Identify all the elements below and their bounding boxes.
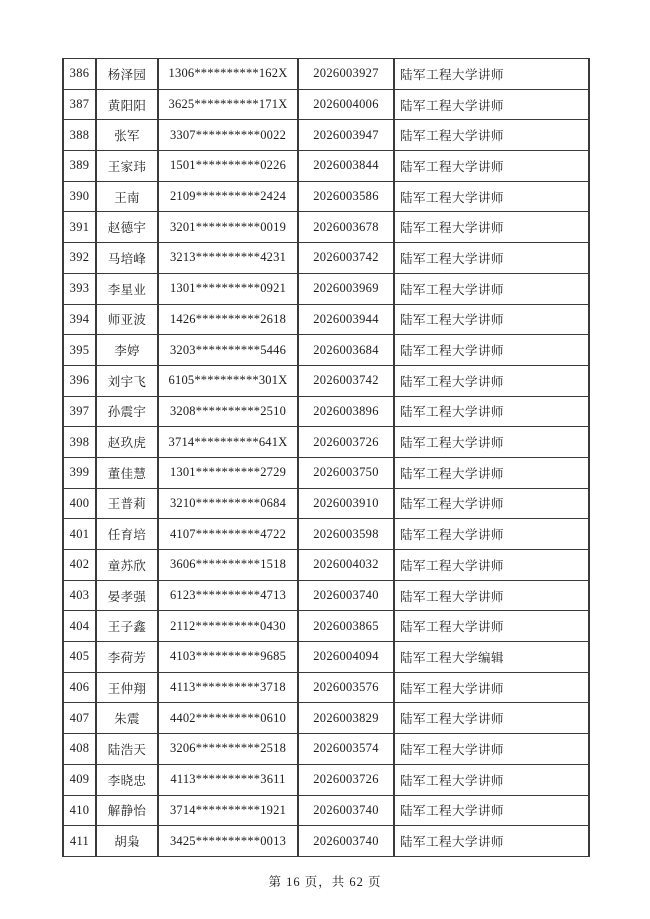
cell-code: 2026004094 bbox=[298, 642, 394, 673]
cell-name: 赵德宇 bbox=[96, 212, 158, 243]
cell-id-number: 3714**********1921 bbox=[158, 795, 298, 826]
cell-index: 400 bbox=[63, 488, 96, 519]
cell-id-number: 1301**********2729 bbox=[158, 457, 298, 488]
table-row bbox=[63, 826, 589, 857]
cell-index: 399 bbox=[63, 457, 96, 488]
table-row bbox=[63, 151, 589, 182]
cell-code: 2026003750 bbox=[298, 457, 394, 488]
cell-name: 胡枭 bbox=[96, 826, 158, 857]
roster-table-body bbox=[63, 59, 589, 857]
cell-id-number: 4113**********3611 bbox=[158, 764, 298, 795]
cell-name: 杨泽园 bbox=[96, 59, 158, 90]
cell-code: 2026003726 bbox=[298, 427, 394, 458]
cell-code: 2026003586 bbox=[298, 181, 394, 212]
cell-index: 410 bbox=[63, 795, 96, 826]
cell-id-number: 3425**********0013 bbox=[158, 826, 298, 857]
cell-name: 李晓忠 bbox=[96, 764, 158, 795]
cell-unit-position: 陆军工程大学讲师 bbox=[394, 273, 589, 304]
cell-unit-position: 陆军工程大学讲师 bbox=[394, 611, 589, 642]
table-row bbox=[63, 488, 589, 519]
cell-unit-position: 陆军工程大学讲师 bbox=[394, 243, 589, 274]
cell-code: 2026003742 bbox=[298, 365, 394, 396]
cell-index: 406 bbox=[63, 672, 96, 703]
cell-code: 2026003740 bbox=[298, 795, 394, 826]
cell-name: 马培峰 bbox=[96, 243, 158, 274]
cell-name: 王子鑫 bbox=[96, 611, 158, 642]
cell-unit-position: 陆军工程大学讲师 bbox=[394, 550, 589, 581]
cell-unit-position: 陆军工程大学讲师 bbox=[394, 335, 589, 366]
page-number-footer: 第 16 页，共 62 页 bbox=[268, 875, 382, 889]
cell-index: 408 bbox=[63, 734, 96, 765]
cell-unit-position: 陆军工程大学讲师 bbox=[394, 181, 589, 212]
table-row bbox=[63, 335, 589, 366]
cell-id-number: 2112**********0430 bbox=[158, 611, 298, 642]
cell-name: 李婷 bbox=[96, 335, 158, 366]
cell-code: 2026003576 bbox=[298, 672, 394, 703]
cell-id-number: 2109**********2424 bbox=[158, 181, 298, 212]
cell-index: 402 bbox=[63, 550, 96, 581]
table-row bbox=[63, 550, 589, 581]
cell-code: 2026004006 bbox=[298, 89, 394, 120]
cell-name: 王仲翔 bbox=[96, 672, 158, 703]
table-row bbox=[63, 181, 589, 212]
table-row bbox=[63, 427, 589, 458]
cell-unit-position: 陆军工程大学讲师 bbox=[394, 672, 589, 703]
cell-id-number: 3203**********5446 bbox=[158, 335, 298, 366]
table-row bbox=[63, 365, 589, 396]
cell-code: 2026003740 bbox=[298, 580, 394, 611]
cell-id-number: 3206**********2518 bbox=[158, 734, 298, 765]
table-row bbox=[63, 89, 589, 120]
cell-unit-position: 陆军工程大学讲师 bbox=[394, 734, 589, 765]
cell-index: 398 bbox=[63, 427, 96, 458]
cell-name: 王南 bbox=[96, 181, 158, 212]
cell-index: 411 bbox=[63, 826, 96, 857]
cell-index: 393 bbox=[63, 273, 96, 304]
cell-unit-position: 陆军工程大学讲师 bbox=[394, 365, 589, 396]
cell-name: 李星业 bbox=[96, 273, 158, 304]
table-row bbox=[63, 734, 589, 765]
cell-unit-position: 陆军工程大学讲师 bbox=[394, 120, 589, 151]
cell-index: 409 bbox=[63, 764, 96, 795]
cell-name: 刘宇飞 bbox=[96, 365, 158, 396]
cell-id-number: 3210**********0684 bbox=[158, 488, 298, 519]
table-row bbox=[63, 672, 589, 703]
cell-name: 黄阳阳 bbox=[96, 89, 158, 120]
cell-id-number: 3714**********641X bbox=[158, 427, 298, 458]
cell-name: 张军 bbox=[96, 120, 158, 151]
cell-index: 405 bbox=[63, 642, 96, 673]
cell-index: 387 bbox=[63, 89, 96, 120]
cell-code: 2026004032 bbox=[298, 550, 394, 581]
cell-id-number: 3201**********0019 bbox=[158, 212, 298, 243]
cell-index: 397 bbox=[63, 396, 96, 427]
cell-unit-position: 陆军工程大学编辑 bbox=[394, 642, 589, 673]
cell-unit-position: 陆军工程大学讲师 bbox=[394, 703, 589, 734]
cell-name: 孙震宇 bbox=[96, 396, 158, 427]
cell-unit-position: 陆军工程大学讲师 bbox=[394, 519, 589, 550]
cell-code: 2026003726 bbox=[298, 764, 394, 795]
cell-name: 朱震 bbox=[96, 703, 158, 734]
cell-unit-position: 陆军工程大学讲师 bbox=[394, 764, 589, 795]
cell-code: 2026003844 bbox=[298, 151, 394, 182]
cell-id-number: 6123**********4713 bbox=[158, 580, 298, 611]
table-row bbox=[63, 795, 589, 826]
cell-unit-position: 陆军工程大学讲师 bbox=[394, 151, 589, 182]
cell-index: 392 bbox=[63, 243, 96, 274]
cell-index: 407 bbox=[63, 703, 96, 734]
cell-code: 2026003742 bbox=[298, 243, 394, 274]
cell-index: 401 bbox=[63, 519, 96, 550]
cell-code: 2026003910 bbox=[298, 488, 394, 519]
cell-name: 陆浩天 bbox=[96, 734, 158, 765]
table-row bbox=[63, 243, 589, 274]
cell-name: 董佳慧 bbox=[96, 457, 158, 488]
cell-index: 404 bbox=[63, 611, 96, 642]
cell-id-number: 4113**********3718 bbox=[158, 672, 298, 703]
cell-index: 395 bbox=[63, 335, 96, 366]
cell-unit-position: 陆军工程大学讲师 bbox=[394, 212, 589, 243]
cell-id-number: 1501**********0226 bbox=[158, 151, 298, 182]
cell-index: 403 bbox=[63, 580, 96, 611]
cell-unit-position: 陆军工程大学讲师 bbox=[394, 580, 589, 611]
table-row bbox=[63, 703, 589, 734]
table-row bbox=[63, 120, 589, 151]
cell-code: 2026003969 bbox=[298, 273, 394, 304]
cell-name: 任育培 bbox=[96, 519, 158, 550]
cell-name: 赵玖虎 bbox=[96, 427, 158, 458]
table-row bbox=[63, 642, 589, 673]
cell-unit-position: 陆军工程大学讲师 bbox=[394, 89, 589, 120]
cell-index: 396 bbox=[63, 365, 96, 396]
cell-name: 李荷芳 bbox=[96, 642, 158, 673]
cell-unit-position: 陆军工程大学讲师 bbox=[394, 304, 589, 335]
cell-unit-position: 陆军工程大学讲师 bbox=[394, 396, 589, 427]
cell-name: 王家玮 bbox=[96, 151, 158, 182]
cell-index: 386 bbox=[63, 59, 96, 90]
cell-code: 2026003829 bbox=[298, 703, 394, 734]
cell-code: 2026003947 bbox=[298, 120, 394, 151]
cell-name: 王普莉 bbox=[96, 488, 158, 519]
cell-code: 2026003598 bbox=[298, 519, 394, 550]
cell-code: 2026003896 bbox=[298, 396, 394, 427]
table-row bbox=[63, 764, 589, 795]
cell-code: 2026003944 bbox=[298, 304, 394, 335]
cell-index: 390 bbox=[63, 181, 96, 212]
table-row bbox=[63, 611, 589, 642]
cell-index: 389 bbox=[63, 151, 96, 182]
cell-code: 2026003574 bbox=[298, 734, 394, 765]
cell-unit-position: 陆军工程大学讲师 bbox=[394, 488, 589, 519]
table-row bbox=[63, 396, 589, 427]
cell-unit-position: 陆军工程大学讲师 bbox=[394, 59, 589, 90]
cell-id-number: 6105**********301X bbox=[158, 365, 298, 396]
cell-id-number: 3213**********4231 bbox=[158, 243, 298, 274]
cell-id-number: 3307**********0022 bbox=[158, 120, 298, 151]
cell-code: 2026003927 bbox=[298, 59, 394, 90]
cell-id-number: 1306**********162X bbox=[158, 59, 298, 90]
cell-id-number: 4103**********9685 bbox=[158, 642, 298, 673]
table-row bbox=[63, 580, 589, 611]
cell-unit-position: 陆军工程大学讲师 bbox=[394, 457, 589, 488]
cell-name: 解静怡 bbox=[96, 795, 158, 826]
cell-index: 391 bbox=[63, 212, 96, 243]
table-row bbox=[63, 273, 589, 304]
cell-code: 2026003865 bbox=[298, 611, 394, 642]
cell-code: 2026003740 bbox=[298, 826, 394, 857]
cell-index: 388 bbox=[63, 120, 96, 151]
cell-id-number: 3208**********2510 bbox=[158, 396, 298, 427]
table-row bbox=[63, 519, 589, 550]
cell-name: 童苏欣 bbox=[96, 550, 158, 581]
table-row bbox=[63, 59, 589, 90]
cell-id-number: 1426**********2618 bbox=[158, 304, 298, 335]
cell-unit-position: 陆军工程大学讲师 bbox=[394, 795, 589, 826]
cell-unit-position: 陆军工程大学讲师 bbox=[394, 427, 589, 458]
cell-index: 394 bbox=[63, 304, 96, 335]
cell-id-number: 3606**********1518 bbox=[158, 550, 298, 581]
cell-code: 2026003678 bbox=[298, 212, 394, 243]
table-row bbox=[63, 304, 589, 335]
cell-unit-position: 陆军工程大学讲师 bbox=[394, 826, 589, 857]
cell-id-number: 4402**********0610 bbox=[158, 703, 298, 734]
cell-id-number: 1301**********0921 bbox=[158, 273, 298, 304]
cell-code: 2026003684 bbox=[298, 335, 394, 366]
table-row bbox=[63, 212, 589, 243]
cell-id-number: 4107**********4722 bbox=[158, 519, 298, 550]
cell-id-number: 3625**********171X bbox=[158, 89, 298, 120]
cell-name: 师亚波 bbox=[96, 304, 158, 335]
cell-name: 晏孝强 bbox=[96, 580, 158, 611]
roster-table bbox=[62, 58, 590, 857]
table-row bbox=[63, 457, 589, 488]
